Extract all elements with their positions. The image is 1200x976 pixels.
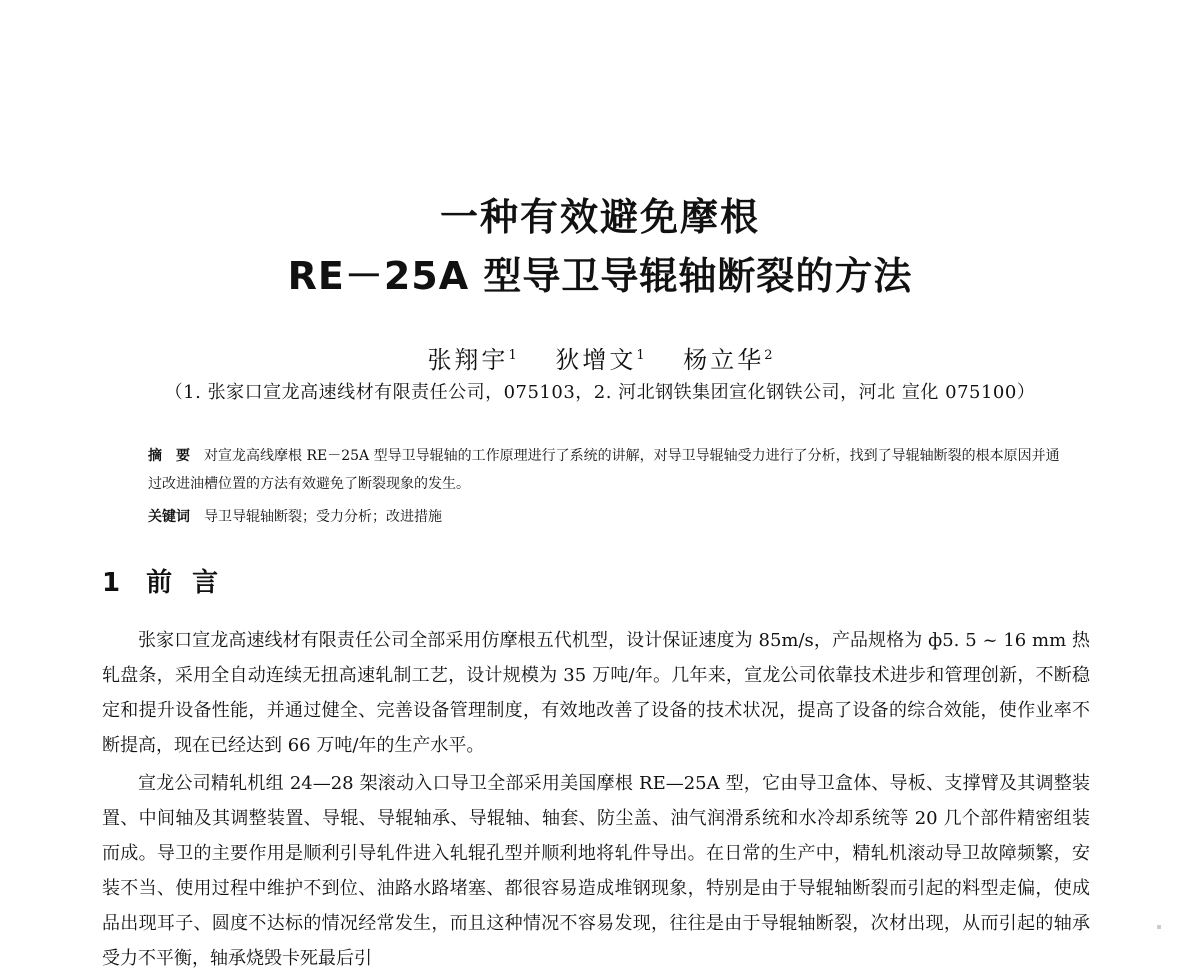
keywords-text: 导卫导辊轴断裂；受力分析；改进措施 [204,509,442,525]
affiliation: （1. 张家口宣龙高速线材有限责任公司，075103，2. 河北钢铁集团宣化钢铁公司，河北 宣化 075100） [164,382,1036,403]
author [683,346,772,374]
author-affiliation-mark: 1 [508,348,517,363]
abstract-text: 对宣龙高线摩根 RE－25A 型导卫导辊轴的工作原理进行了系统的讲解，对导卫导辊轴受力进行了分析，找到了导辊轴断裂的根本原因并通过改进油槽位置的方法有效避免了断裂现象的发生。 [148,448,1060,492]
abstract-label: 摘 要 [148,448,190,464]
section-heading [102,562,238,599]
author-name: 狄增文 [555,346,637,374]
author-affiliation-mark: 2 [764,348,773,363]
body-paragraph: 张家口宣龙高速线材有限责任公司全部采用仿摩根五代机型，设计保证速度为 85m/s，产品规格为 ф5. 5 ~ 16 mm 热轧盘条，采用全自动连续无扭高速轧制工艺，设计规模为 35 万吨/年。几年来，宣龙公司依靠技术进步和管理创新，不断稳定和提升设备性能，并通过健全、完善设备管理制度，有效地改善了设备的技术状况，提高了设备的综合效能，使作业率不断提高，现在已经达到 66 万吨/年的生产水平。 [102,630,1090,756]
keywords [148,505,1068,529]
section-number: 1 [102,568,121,598]
paper-title-line2: RE－25A 型导卫导辊轴断裂的方法 [287,254,913,298]
scan-speck [1157,925,1161,929]
author-name: 张翔宇 [427,346,509,374]
author-affiliation-mark: 1 [636,348,645,363]
body-paragraph: 宣龙公司精轧机组 24—28 架滚动入口导卫全部采用美国摩根 RE—25A 型，它由导卫盒体、导板、支撑臂及其调整装置、中间轴及其调整装置、导辊、导辊轴承、导辊轴、轴套、防尘盖、油气润滑系统和水冷却系统等 20 几个部件精密组装而成。导卫的主要作用是顺利引导轧件进入轧辊孔型并顺利地将轧件导出。在日常的生产中，精轧机滚动导卫故障频繁，安装不当、使用过程中维护不到位、油路水路堵塞、都很容易造成堆钢现象，特别是由于导辊轴断裂而引起的料型走偏，使成品出现耳子、圆度不达标的情况经常发生，而且这种情况不容易发现，往往是由于导辊轴断裂，次材出现，从而引起的轴承受力不平衡，轴承烧毁卡死最后引 [102,773,1090,969]
author-list [0,340,1200,375]
author [555,346,644,374]
author [427,346,516,374]
section-title: 前言 [146,568,239,598]
paper-title-line1: 一种有效避免摩根 [439,195,760,239]
keywords-label: 关键词 [148,509,190,525]
abstract [148,442,1068,498]
author-name: 杨立华 [683,346,765,374]
